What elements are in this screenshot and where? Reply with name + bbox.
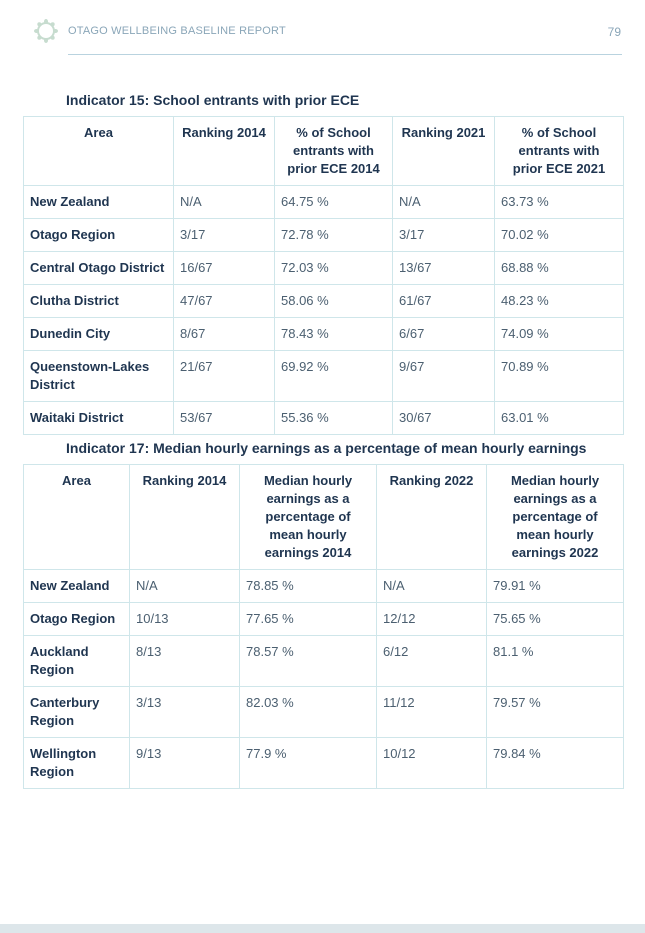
table-cell: 3/17 (393, 219, 495, 252)
table-cell: N/A (174, 186, 275, 219)
table-cell: 69.92 % (275, 351, 393, 402)
indicator-15-table (23, 116, 624, 435)
indicator-15-title: Indicator 15: School entrants with prior ECE (66, 92, 360, 108)
table-cell: 81.1 % (487, 636, 624, 687)
table-cell: 9/13 (130, 738, 240, 789)
indicator-17-title: Indicator 17: Median hourly earnings as a percentage of mean hourly earnings (66, 440, 587, 456)
table-row (24, 402, 624, 435)
table-cell: 82.03 % (240, 687, 377, 738)
table-cell: 12/12 (377, 603, 487, 636)
table-row (24, 186, 624, 219)
table-row (24, 351, 624, 402)
table-cell: 10/12 (377, 738, 487, 789)
table-cell: 77.9 % (240, 738, 377, 789)
table-cell: 55.36 % (275, 402, 393, 435)
header-divider (68, 54, 622, 55)
table-header-row (24, 465, 624, 570)
table-header-row (24, 117, 624, 186)
table-cell: 74.09 % (495, 318, 624, 351)
table-cell: N/A (130, 570, 240, 603)
table-cell: 11/12 (377, 687, 487, 738)
table-row (24, 603, 624, 636)
table-row (24, 318, 624, 351)
report-title: OTAGO WELLBEING BASELINE REPORT (68, 25, 286, 37)
table-row (24, 570, 624, 603)
table-cell: 63.73 % (495, 186, 624, 219)
table-cell: 10/13 (130, 603, 240, 636)
table-row (24, 738, 624, 789)
table-cell: 79.91 % (487, 570, 624, 603)
table-cell: 75.65 % (487, 603, 624, 636)
table-cell: 6/12 (377, 636, 487, 687)
table-cell: 58.06 % (275, 285, 393, 318)
column-header: Median hourly earnings as a percentage of mean hourly earnings 2014 (240, 465, 377, 570)
column-header: Ranking 2022 (377, 465, 487, 570)
area-cell: New Zealand (24, 570, 130, 603)
column-header: Area (24, 117, 174, 186)
table-cell: 13/67 (393, 252, 495, 285)
table-cell: 48.23 % (495, 285, 624, 318)
table-row (24, 636, 624, 687)
table-cell: N/A (393, 186, 495, 219)
column-header: Ranking 2021 (393, 117, 495, 186)
area-cell: Clutha District (24, 285, 174, 318)
area-cell: Otago Region (24, 219, 174, 252)
table-cell: 72.78 % (275, 219, 393, 252)
table-cell: 16/67 (174, 252, 275, 285)
column-header: Ranking 2014 (130, 465, 240, 570)
column-header: Median hourly earnings as a percentage of mean hourly earnings 2022 (487, 465, 624, 570)
table-cell: 8/13 (130, 636, 240, 687)
column-header: % of School entrants with prior ECE 2021 (495, 117, 624, 186)
leaf-wreath-logo-icon (34, 19, 58, 43)
page-header (0, 0, 645, 60)
table-row (24, 285, 624, 318)
table-cell: N/A (377, 570, 487, 603)
table-cell: 61/67 (393, 285, 495, 318)
column-header: % of School entrants with prior ECE 2014 (275, 117, 393, 186)
area-cell: Canterbury Region (24, 687, 130, 738)
area-cell: Wellington Region (24, 738, 130, 789)
area-cell: Central Otago District (24, 252, 174, 285)
area-cell: Queenstown-Lakes District (24, 351, 174, 402)
table-cell: 47/67 (174, 285, 275, 318)
table-row (24, 219, 624, 252)
column-header: Area (24, 465, 130, 570)
table-cell: 3/17 (174, 219, 275, 252)
table-cell: 21/67 (174, 351, 275, 402)
table-cell: 6/67 (393, 318, 495, 351)
footer-bar (0, 924, 645, 933)
area-cell: Otago Region (24, 603, 130, 636)
table-cell: 78.43 % (275, 318, 393, 351)
table-cell: 53/67 (174, 402, 275, 435)
page-number: 79 (607, 25, 621, 39)
area-cell: New Zealand (24, 186, 174, 219)
table-cell: 70.89 % (495, 351, 624, 402)
table-row (24, 687, 624, 738)
table-cell: 64.75 % (275, 186, 393, 219)
table-cell: 77.65 % (240, 603, 377, 636)
area-cell: Waitaki District (24, 402, 174, 435)
table-cell: 8/67 (174, 318, 275, 351)
table-cell: 72.03 % (275, 252, 393, 285)
indicator-17-table (23, 464, 624, 789)
table-cell: 79.84 % (487, 738, 624, 789)
table-cell: 78.85 % (240, 570, 377, 603)
table-cell: 3/13 (130, 687, 240, 738)
table-cell: 79.57 % (487, 687, 624, 738)
column-header: Ranking 2014 (174, 117, 275, 186)
area-cell: Dunedin City (24, 318, 174, 351)
table-cell: 70.02 % (495, 219, 624, 252)
table-cell: 63.01 % (495, 402, 624, 435)
table-cell: 78.57 % (240, 636, 377, 687)
table-row (24, 252, 624, 285)
area-cell: Auckland Region (24, 636, 130, 687)
table-cell: 68.88 % (495, 252, 624, 285)
table-cell: 30/67 (393, 402, 495, 435)
table-cell: 9/67 (393, 351, 495, 402)
